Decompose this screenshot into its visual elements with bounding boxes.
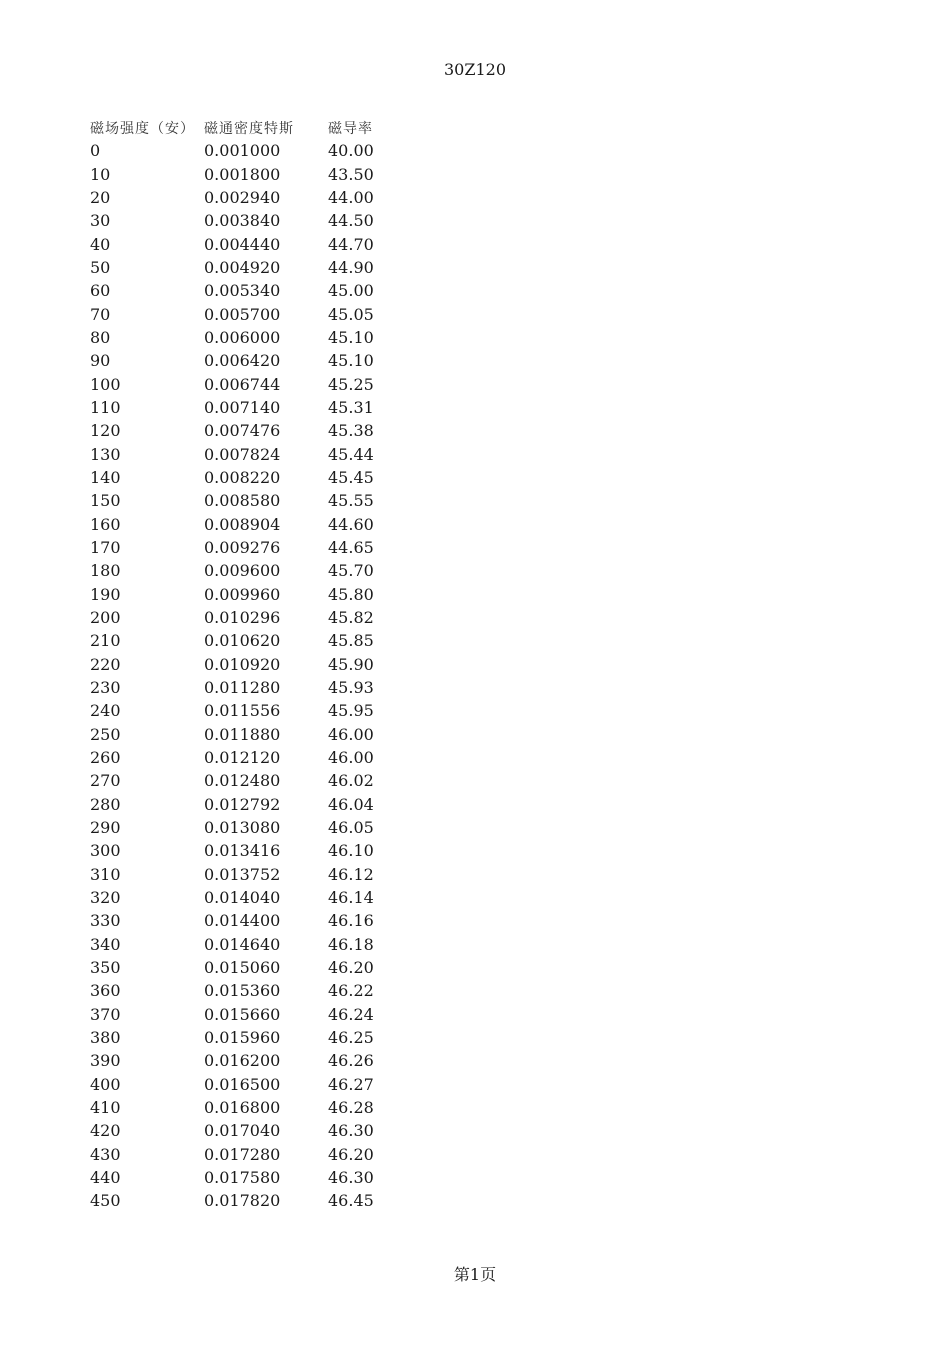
cell-field-strength: 230: [90, 678, 121, 698]
cell-field-strength: 220: [90, 654, 121, 674]
cell-permeability: 46.16: [328, 911, 374, 931]
cell-field-strength: 0: [90, 141, 101, 161]
cell-permeability: 43.50: [328, 164, 374, 184]
table-row: [90, 723, 408, 746]
cell-permeability: 46.28: [328, 1097, 374, 1117]
table-row: [90, 746, 408, 769]
table-row: [90, 863, 408, 886]
cell-field-strength: 280: [90, 794, 121, 814]
cell-field-strength: 140: [90, 468, 121, 488]
data-table: [90, 116, 408, 1212]
column-header-flux-density: 磁通密度特斯: [204, 120, 294, 137]
cell-permeability: 46.30: [328, 1121, 374, 1141]
cell-permeability: 44.90: [328, 258, 374, 278]
cell-field-strength: 330: [90, 911, 121, 931]
table-row: [90, 419, 408, 442]
table-row: [90, 676, 408, 699]
cell-flux-density: 0.005700: [204, 304, 281, 324]
cell-permeability: 46.02: [328, 771, 374, 791]
table-row: [90, 209, 408, 232]
table-row: [90, 559, 408, 582]
cell-field-strength: 190: [90, 584, 121, 604]
cell-flux-density: 0.014040: [204, 887, 281, 907]
table-row: [90, 956, 408, 979]
table-row: [90, 1166, 408, 1189]
table-row: [90, 536, 408, 559]
cell-field-strength: 340: [90, 934, 121, 954]
cell-flux-density: 0.015660: [204, 1004, 281, 1024]
cell-field-strength: 60: [90, 281, 111, 301]
cell-permeability: 46.26: [328, 1051, 374, 1071]
cell-permeability: 45.38: [328, 421, 374, 441]
cell-field-strength: 20: [90, 188, 111, 208]
cell-flux-density: 0.007824: [204, 444, 281, 464]
cell-permeability: 44.65: [328, 538, 374, 558]
cell-permeability: 46.20: [328, 1144, 374, 1164]
cell-flux-density: 0.017580: [204, 1167, 281, 1187]
table-row: [90, 373, 408, 396]
table-row: [90, 699, 408, 722]
table-row: [90, 326, 408, 349]
cell-flux-density: 0.008904: [204, 514, 281, 534]
cell-flux-density: 0.006000: [204, 328, 281, 348]
cell-permeability: 45.93: [328, 678, 374, 698]
table-row: [90, 653, 408, 676]
cell-field-strength: 380: [90, 1027, 121, 1047]
cell-flux-density: 0.016800: [204, 1097, 281, 1117]
cell-permeability: 45.90: [328, 654, 374, 674]
table-row: [90, 139, 408, 162]
cell-permeability: 46.20: [328, 957, 374, 977]
cell-permeability: 46.14: [328, 887, 374, 907]
cell-flux-density: 0.006420: [204, 351, 281, 371]
cell-permeability: 44.60: [328, 514, 374, 534]
cell-permeability: 46.12: [328, 864, 374, 884]
table-row: [90, 1002, 408, 1025]
cell-field-strength: 100: [90, 374, 121, 394]
table-row: [90, 1142, 408, 1165]
cell-flux-density: 0.017820: [204, 1191, 281, 1211]
table-row: [90, 443, 408, 466]
cell-flux-density: 0.017280: [204, 1144, 281, 1164]
cell-permeability: 45.44: [328, 444, 374, 464]
table-row: [90, 793, 408, 816]
cell-flux-density: 0.015960: [204, 1027, 281, 1047]
cell-flux-density: 0.013416: [204, 841, 281, 861]
cell-field-strength: 290: [90, 818, 121, 837]
table-row: [90, 979, 408, 1002]
cell-flux-density: 0.008220: [204, 468, 281, 488]
table-row: [90, 233, 408, 256]
cell-permeability: 45.70: [328, 561, 374, 581]
cell-flux-density: 0.012792: [204, 794, 281, 814]
cell-field-strength: 40: [90, 234, 111, 254]
cell-flux-density: 0.013080: [204, 818, 281, 837]
table-header-row: [90, 116, 408, 139]
cell-flux-density: 0.007140: [204, 398, 281, 418]
cell-flux-density: 0.012480: [204, 771, 281, 791]
table-row: [90, 1026, 408, 1049]
cell-field-strength: 350: [90, 957, 121, 977]
cell-field-strength: 300: [90, 841, 121, 861]
cell-field-strength: 30: [90, 211, 111, 231]
cell-permeability: 46.05: [328, 818, 374, 837]
table-row: [90, 256, 408, 279]
cell-flux-density: 0.002940: [204, 188, 281, 208]
cell-field-strength: 80: [90, 328, 111, 348]
cell-field-strength: 250: [90, 724, 121, 744]
cell-flux-density: 0.010620: [204, 631, 281, 651]
table-row: [90, 279, 408, 302]
cell-flux-density: 0.009960: [204, 584, 281, 604]
table-row: [90, 466, 408, 489]
cell-flux-density: 0.005340: [204, 281, 281, 301]
cell-field-strength: 440: [90, 1167, 121, 1187]
table-row: [90, 629, 408, 652]
cell-flux-density: 0.003840: [204, 211, 281, 231]
table-body: [90, 139, 408, 1212]
cell-field-strength: 170: [90, 538, 121, 558]
cell-field-strength: 180: [90, 561, 121, 581]
cell-flux-density: 0.015360: [204, 981, 281, 1001]
cell-field-strength: 240: [90, 701, 121, 721]
cell-permeability: 45.10: [328, 351, 374, 371]
cell-permeability: 44.70: [328, 234, 374, 254]
cell-permeability: 45.80: [328, 584, 374, 604]
cell-field-strength: 270: [90, 771, 121, 791]
column-header-permeability: 磁导率: [328, 120, 373, 137]
cell-field-strength: 150: [90, 491, 121, 511]
cell-permeability: 46.27: [328, 1074, 374, 1094]
cell-permeability: 46.25: [328, 1027, 374, 1047]
table-row: [90, 606, 408, 629]
cell-permeability: 46.22: [328, 981, 374, 1001]
cell-permeability: 46.00: [328, 724, 374, 744]
cell-flux-density: 0.014400: [204, 911, 281, 931]
cell-permeability: 44.50: [328, 211, 374, 231]
table-row: [90, 349, 408, 372]
table-row: [90, 303, 408, 326]
cell-flux-density: 0.013752: [204, 864, 281, 884]
cell-permeability: 45.00: [328, 281, 374, 301]
table-row: [90, 1049, 408, 1072]
cell-field-strength: 390: [90, 1051, 121, 1071]
cell-permeability: 44.00: [328, 188, 374, 208]
cell-flux-density: 0.015060: [204, 957, 281, 977]
cell-flux-density: 0.009276: [204, 538, 281, 558]
cell-field-strength: 200: [90, 608, 121, 628]
cell-flux-density: 0.014640: [204, 934, 281, 954]
cell-field-strength: 400: [90, 1074, 121, 1094]
cell-flux-density: 0.008580: [204, 491, 281, 511]
table-row: [90, 769, 408, 792]
cell-permeability: 45.31: [328, 398, 374, 418]
cell-flux-density: 0.016200: [204, 1051, 281, 1071]
cell-flux-density: 0.006744: [204, 374, 281, 394]
cell-permeability: 45.95: [328, 701, 374, 721]
cell-field-strength: 160: [90, 514, 121, 534]
table-row: [90, 839, 408, 862]
cell-field-strength: 260: [90, 748, 121, 768]
cell-permeability: 45.82: [328, 608, 374, 628]
cell-permeability: 46.18: [328, 934, 374, 954]
cell-permeability: 46.30: [328, 1167, 374, 1187]
cell-flux-density: 0.009600: [204, 561, 281, 581]
table-row: [90, 886, 408, 909]
cell-field-strength: 10: [90, 164, 111, 184]
table-row: [90, 489, 408, 512]
table-row: [90, 1072, 408, 1095]
cell-permeability: 46.10: [328, 841, 374, 861]
table-row: [90, 163, 408, 186]
cell-permeability: 45.05: [328, 304, 374, 324]
cell-permeability: 45.55: [328, 491, 374, 511]
cell-permeability: 46.45: [328, 1191, 374, 1211]
cell-field-strength: 120: [90, 421, 121, 441]
table-row: [90, 1189, 408, 1212]
cell-field-strength: 130: [90, 444, 121, 464]
cell-field-strength: 90: [90, 351, 111, 371]
cell-flux-density: 0.017040: [204, 1121, 281, 1141]
cell-permeability: 45.10: [328, 328, 374, 348]
cell-permeability: 40.00: [328, 141, 374, 161]
table-row: [90, 1119, 408, 1142]
cell-flux-density: 0.016500: [204, 1074, 281, 1094]
cell-permeability: 46.00: [328, 748, 374, 768]
cell-permeability: 46.04: [328, 794, 374, 814]
cell-field-strength: 310: [90, 864, 121, 884]
cell-flux-density: 0.010920: [204, 654, 281, 674]
cell-field-strength: 210: [90, 631, 121, 651]
cell-field-strength: 360: [90, 981, 121, 1001]
cell-flux-density: 0.011880: [204, 724, 281, 744]
table-row: [90, 909, 408, 932]
table-row: [90, 396, 408, 419]
cell-flux-density: 0.011556: [204, 701, 281, 721]
table-row: [90, 513, 408, 536]
cell-field-strength: 50: [90, 258, 111, 278]
page-title: 30Z120: [443, 60, 506, 79]
cell-field-strength: 370: [90, 1004, 121, 1024]
cell-field-strength: 320: [90, 887, 121, 907]
table-row: [90, 932, 408, 955]
cell-flux-density: 0.007476: [204, 421, 281, 441]
cell-permeability: 46.24: [328, 1004, 374, 1024]
cell-field-strength: 430: [90, 1144, 121, 1164]
table-row: [90, 1096, 408, 1119]
cell-flux-density: 0.010296: [204, 608, 281, 628]
table-row: [90, 583, 408, 606]
table-row: [90, 186, 408, 209]
cell-flux-density: 0.004920: [204, 258, 281, 278]
cell-field-strength: 70: [90, 304, 111, 324]
cell-field-strength: 110: [90, 398, 121, 418]
cell-flux-density: 0.004440: [204, 234, 281, 254]
page-number: 第1页: [453, 1265, 497, 1284]
table-row: [90, 816, 408, 839]
cell-field-strength: 420: [90, 1121, 121, 1141]
cell-field-strength: 450: [90, 1191, 121, 1211]
cell-permeability: 45.25: [328, 374, 374, 394]
cell-flux-density: 0.011280: [204, 678, 281, 698]
column-header-field-strength: 磁场强度（安）: [90, 120, 195, 137]
cell-flux-density: 0.001000: [204, 141, 281, 161]
cell-field-strength: 410: [90, 1097, 121, 1117]
cell-permeability: 45.45: [328, 468, 374, 488]
cell-flux-density: 0.012120: [204, 748, 281, 768]
cell-flux-density: 0.001800: [204, 164, 281, 184]
cell-permeability: 45.85: [328, 631, 374, 651]
